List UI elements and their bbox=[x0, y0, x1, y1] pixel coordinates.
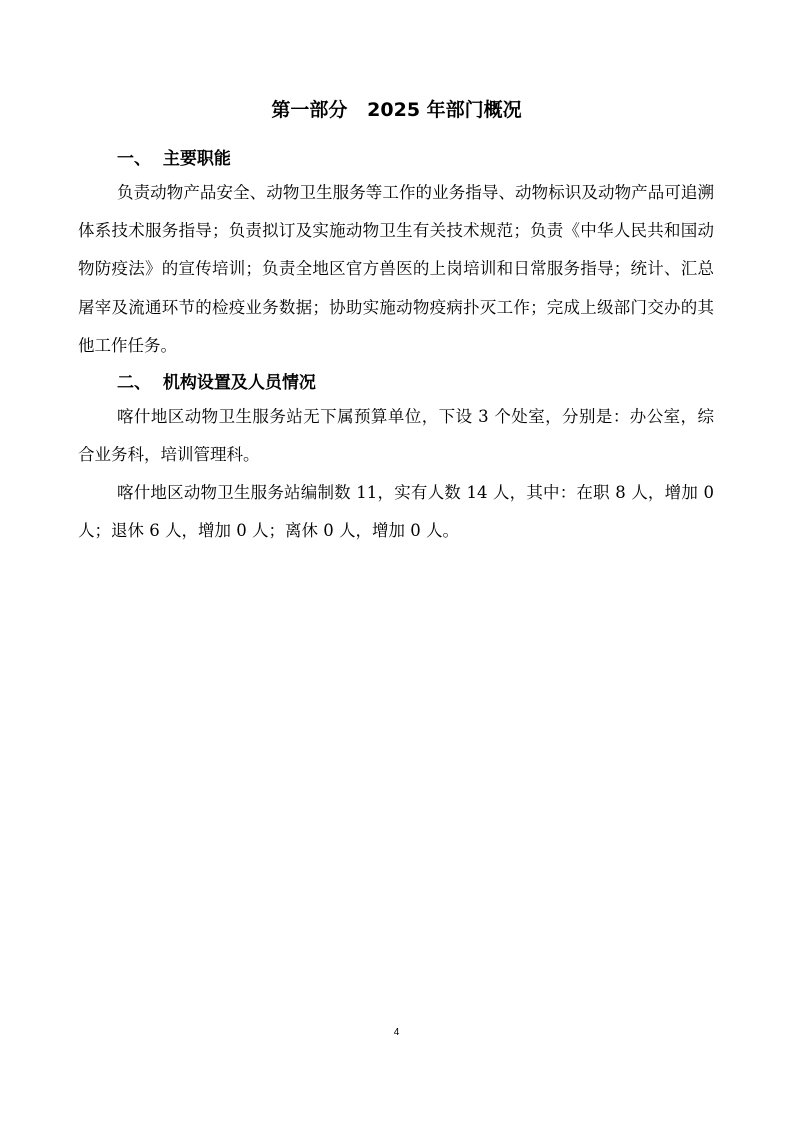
section-heading-organization: 二、 机构设置及人员情况 bbox=[117, 373, 316, 393]
page-number: 4 bbox=[393, 1027, 400, 1038]
page-title: 第一部分 2025 年部门概况 bbox=[271, 99, 522, 121]
paragraph-organization-structure: 喀什地区动物卫生服务站无下属预算单位，下设 3 个处室，分别是：办公室，综合业务科，培训管理科。 bbox=[78, 407, 714, 465]
paragraph-main-functions: 负责动物产品安全、动物卫生服务等工作的业务指导、动物标识及动物产品可追溯体系技术服务指导；负责拟订及实施动物卫生有关技术规范；负责《中华人民共和国动物防疫法》的宣传培训；负责全地区官方兽医的上岗培训和日常服务指导；统计、汇总屠宰及流通环节的检疫业务数据；协助实施动物疫病扑灭工作；完成上级部门交办的其他工作任务。 bbox=[78, 183, 714, 355]
paragraph-staffing: 喀什地区动物卫生服务站编制数 11，实有人数 14 人，其中：在职 8 人，增加 0 人；退休 6 人，增加 0 人；离休 0 人，增加 0 人。 bbox=[78, 483, 714, 541]
section-heading-main-functions: 一、 主要职能 bbox=[117, 149, 231, 169]
